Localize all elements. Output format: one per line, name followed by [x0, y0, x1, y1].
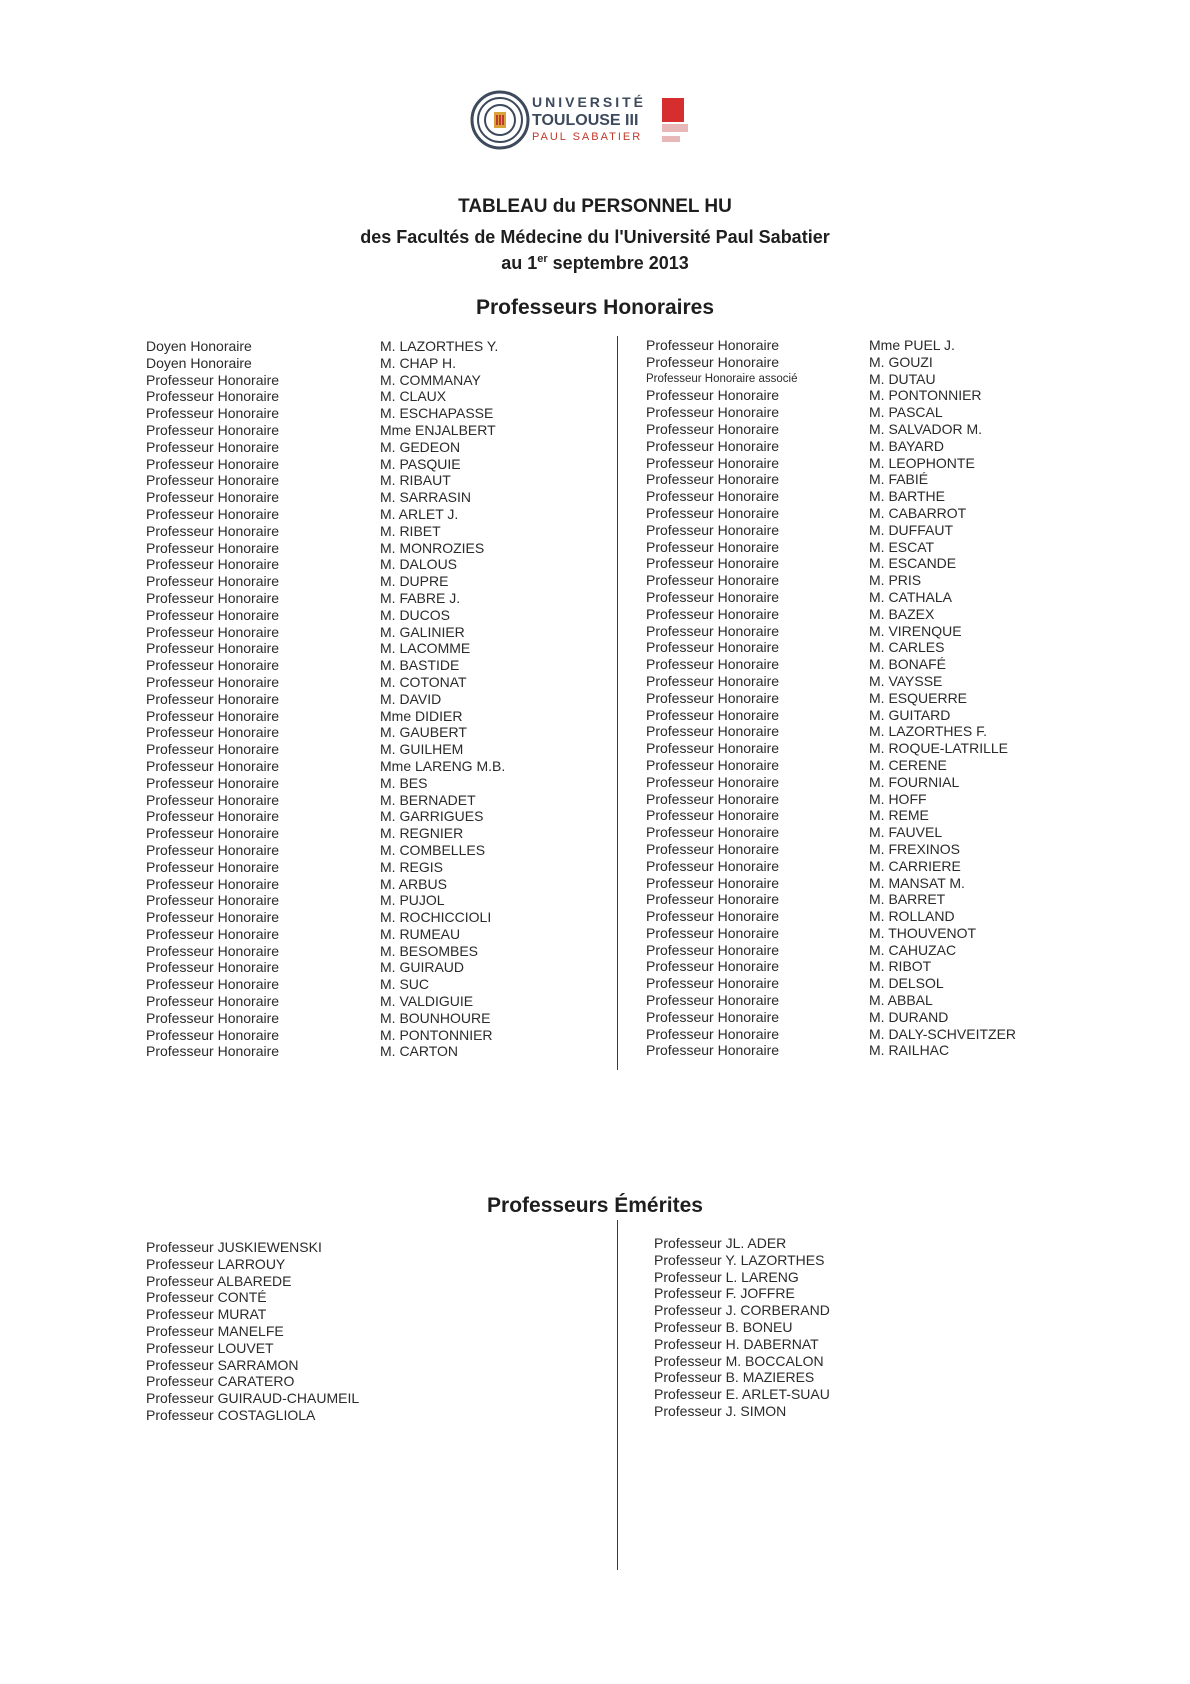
list-item: M. LAZORTHES F.: [869, 723, 987, 740]
list-item: M. SUC: [380, 976, 429, 993]
list-item: Mme PUEL J.: [869, 337, 955, 353]
list-item: Professeur Honoraire: [646, 723, 780, 740]
list-item: M. ROLLAND: [869, 908, 955, 925]
list-item: M. BAZEX: [869, 605, 935, 622]
list-item: M. ESCAT: [869, 538, 935, 555]
list-item: M. ROCHICCIOLI: [380, 909, 492, 926]
list-item: M. FABIÉ: [869, 471, 929, 488]
list-item: Professeur Honoraire: [646, 756, 780, 773]
list-item: M. RUMEAU: [380, 925, 461, 942]
list-item: Professeur CARATERO: [146, 1373, 295, 1390]
list-item: M. ROQUE-LATRILLE: [869, 740, 1008, 757]
list-item: Professeur Honoraire: [646, 824, 780, 841]
list-item: M. CLAUX: [380, 388, 447, 405]
list-item: Professeur Honoraire: [646, 773, 780, 790]
list-item: Professeur Honoraire: [646, 353, 780, 370]
list-item: M. BES: [380, 774, 428, 791]
list-item: M. COMMANAY: [380, 371, 481, 388]
list-item: Professeur Honoraire: [646, 538, 780, 555]
list-item: Professeur Honoraire: [646, 874, 780, 891]
list-item: Professeur Honoraire: [646, 891, 780, 908]
list-item: M. BOUNHOURE: [380, 1009, 491, 1026]
list-item: Professeur Y. LAZORTHES: [654, 1251, 825, 1268]
list-item: Professeur H. DABERNAT: [654, 1335, 819, 1352]
list-item: M. DALOUS: [380, 556, 458, 573]
list-item: M. CARLES: [869, 639, 945, 656]
list-item: Professeur Honoraire: [646, 437, 780, 454]
list-item: Professeur Honoraire: [146, 1043, 280, 1060]
list-item: Professeur Honoraire: [646, 840, 780, 857]
list-item: M. DAVID: [380, 690, 442, 707]
logo-red-mark-icon: [662, 98, 684, 122]
logo-line-university: UNIVERSITÉ: [532, 94, 647, 110]
date-suffix: septembre 2013: [547, 253, 689, 273]
list-item: Professeur Honoraire: [146, 825, 280, 842]
list-item: M. RIBOT: [869, 958, 932, 975]
list-item: M. CABARROT: [869, 504, 967, 521]
list-item: Professeur Honoraire: [146, 993, 280, 1010]
document-title: TABLEAU du PERSONNEL HU: [458, 196, 732, 217]
list-item: Professeur LOUVET: [146, 1339, 274, 1356]
honoraires-left-names: [380, 338, 505, 1060]
list-item: Professeur Honoraire: [646, 656, 780, 673]
list-item: Professeur Honoraire: [646, 420, 780, 437]
list-item: Professeur Honoraire: [646, 992, 780, 1009]
list-item: Professeur Honoraire: [146, 589, 280, 606]
list-item: Professeur Honoraire: [146, 774, 280, 791]
list-item: Professeur E. ARLET-SUAU: [654, 1386, 830, 1403]
list-item: M. FABRE J.: [380, 589, 461, 606]
list-item: M. CARRIERE: [869, 857, 961, 874]
list-item: M. THOUVENOT: [869, 924, 977, 941]
list-item: Professeur Honoraire: [646, 488, 780, 505]
list-item: M. GEDEON: [380, 438, 461, 455]
list-item: Professeur Honoraire: [146, 640, 280, 657]
logo-mark-caption-icon: [662, 124, 688, 132]
list-item: M. REME: [869, 807, 929, 824]
list-item: Professeur Honoraire: [646, 908, 780, 925]
list-item: Professeur Honoraire: [646, 639, 780, 656]
list-item: M. PASCAL: [869, 404, 943, 421]
list-item: M. CATHALA: [869, 588, 952, 605]
list-item: Professeur Honoraire: [146, 858, 280, 875]
list-item: Professeur LARROUY: [146, 1255, 286, 1272]
list-item: Professeur JL. ADER: [654, 1235, 787, 1251]
list-item: Professeur Honoraire: [146, 556, 280, 573]
list-item: Professeur Honoraire: [146, 421, 280, 438]
list-item: Professeur Honoraire: [646, 454, 780, 471]
list-item: Professeur Honoraire: [646, 504, 780, 521]
list-item: Professeur B. MAZIERES: [654, 1369, 815, 1386]
list-item: Professeur Honoraire: [146, 909, 280, 926]
list-item: M. BESOMBES: [380, 942, 479, 959]
list-item: Professeur JUSKIEWENSKI: [146, 1239, 322, 1255]
list-item: Professeur Honoraire: [146, 808, 280, 825]
list-item: Professeur Honoraire: [646, 404, 780, 421]
list-item: M. RAILHAC: [869, 1042, 950, 1059]
list-item: Professeur Honoraire: [646, 1042, 780, 1059]
column-divider: [617, 336, 618, 1570]
list-item: Professeur L. LARENG: [654, 1268, 799, 1285]
list-item: Professeur Honoraire: [146, 741, 280, 758]
list-item: M. DUTAU: [869, 370, 936, 387]
list-item: Professeur Honoraire: [646, 975, 780, 992]
list-item: Doyen Honoraire: [146, 354, 252, 371]
list-item: M. SARRASIN: [380, 489, 472, 506]
list-item: Professeur Honoraire: [646, 807, 780, 824]
list-item: Professeur Honoraire: [646, 1008, 780, 1025]
list-item: Professeur Honoraire: [146, 875, 280, 892]
emerites-left-list: [146, 1239, 359, 1424]
list-item: Mme LARENG M.B.: [380, 757, 506, 774]
list-item: Professeur Honoraire: [646, 605, 780, 622]
list-item: M. DUCOS: [380, 606, 450, 623]
list-item: Professeur Honoraire: [146, 573, 280, 590]
list-item: Professeur Honoraire: [146, 976, 280, 993]
list-item: M. VAYSSE: [869, 672, 943, 689]
list-item: Professeur J. SIMON: [654, 1402, 787, 1419]
list-item: Mme ENJALBERT: [380, 421, 496, 438]
logo-line-sabatier: PAUL SABATIER: [532, 131, 643, 143]
logo-mark-caption-icon-2: [662, 136, 680, 142]
honoraires-left-roles: [146, 338, 279, 1060]
list-item: Professeur ALBAREDE: [146, 1272, 292, 1289]
list-item: Professeur Honoraire: [146, 942, 280, 959]
list-item: M. GUITARD: [869, 706, 951, 723]
list-item: Professeur Honoraire: [646, 958, 780, 975]
document-subtitle: des Facultés de Médecine du l'Université Paul Sabatier: [360, 227, 830, 247]
date-superscript: er: [537, 253, 548, 265]
list-item: Professeur Honoraire: [646, 337, 780, 353]
list-item: Professeur Honoraire: [146, 657, 280, 674]
list-item: M. FAUVEL: [869, 824, 943, 841]
list-item: Professeur Honoraire: [646, 622, 780, 639]
list-item: Professeur Honoraire: [646, 1025, 780, 1042]
list-item: Professeur Honoraire: [646, 790, 780, 807]
list-item: Professeur Honoraire: [646, 740, 780, 757]
university-logo: [470, 90, 690, 162]
emerites-right-list: [654, 1235, 830, 1420]
honoraires-right-roles: [646, 337, 798, 1059]
list-item: Professeur Honoraire: [146, 841, 280, 858]
list-item: M. ESCHAPASSE: [380, 405, 494, 422]
list-item: Professeur Honoraire: [146, 455, 280, 472]
list-item: Professeur Honoraire: [646, 387, 780, 404]
list-item: Mme DIDIER: [380, 707, 463, 724]
list-item: Professeur MANELFE: [146, 1322, 284, 1339]
list-item: Professeur Honoraire: [146, 690, 280, 707]
list-item: M. CARTON: [380, 1043, 459, 1060]
list-item: M. DALY-SCHVEITZER: [869, 1025, 1017, 1042]
list-item: Professeur Honoraire: [646, 924, 780, 941]
list-item: M. MONROZIES: [380, 539, 485, 556]
list-item: M. COMBELLES: [380, 841, 486, 858]
list-item: Professeur J. CORBERAND: [654, 1302, 830, 1319]
list-item: Professeur GUIRAUD-CHAUMEIL: [146, 1390, 360, 1407]
list-item: M. RIBET: [380, 522, 441, 539]
list-item: M. CAHUZAC: [869, 941, 957, 958]
list-item: Professeur Honoraire: [646, 941, 780, 958]
list-item: M. DELSOL: [869, 975, 944, 992]
list-item: Professeur Honoraire: [146, 623, 280, 640]
list-item: M. VALDIGUIE: [380, 993, 474, 1010]
list-item: M. REGNIER: [380, 825, 464, 842]
list-item: M. BASTIDE: [380, 657, 460, 674]
list-item: Professeur Honoraire: [146, 371, 280, 388]
list-item: M. LAZORTHES Y.: [380, 338, 499, 354]
list-item: M. FOURNIAL: [869, 773, 960, 790]
list-item: M. CHAP H.: [380, 354, 456, 371]
list-item: M. HOFF: [869, 790, 927, 807]
date-prefix: au 1: [501, 253, 538, 273]
list-item: M. DURAND: [869, 1008, 949, 1025]
section-heading-honoraires: Professeurs Honoraires: [475, 296, 715, 319]
list-item: Professeur Honoraire: [146, 606, 280, 623]
list-item: Professeur Honoraire associé: [646, 372, 798, 385]
list-item: Professeur Honoraire: [146, 791, 280, 808]
list-item: M. ARLET J.: [380, 505, 459, 522]
list-item: M. GUIRAUD: [380, 959, 464, 976]
section-heading-emerites: Professeurs Émérites: [487, 1194, 703, 1217]
university-seal-icon: [470, 90, 530, 150]
list-item: M. PONTONNIER: [380, 1026, 493, 1043]
list-item: M. LEOPHONTE: [869, 454, 975, 471]
list-item: Professeur Honoraire: [646, 672, 780, 689]
list-item: Professeur Honoraire: [146, 1026, 280, 1043]
list-item: M. BERNADET: [380, 791, 476, 808]
list-item: Professeur Honoraire: [146, 959, 280, 976]
list-item: Professeur F. JOFFRE: [654, 1285, 795, 1302]
list-item: Professeur Honoraire: [146, 724, 280, 741]
list-item: M. DUPRE: [380, 573, 449, 590]
list-item: Professeur MURAT: [146, 1306, 267, 1323]
list-item: Professeur Honoraire: [146, 925, 280, 942]
list-item: Professeur Honoraire: [146, 388, 280, 405]
logo-line-toulouse: TOULOUSE III: [532, 112, 639, 129]
list-item: M. REGIS: [380, 858, 444, 875]
list-item: M. BAYARD: [869, 437, 944, 454]
list-item: Professeur B. BONEU: [654, 1318, 793, 1335]
list-item: M. VIRENQUE: [869, 622, 962, 639]
list-item: Professeur M. BOCCALON: [654, 1352, 824, 1369]
list-item: M. ESQUERRE: [869, 689, 968, 706]
list-item: Professeur Honoraire: [646, 588, 780, 605]
list-item: M. GOUZI: [869, 353, 933, 370]
list-item: M. GUILHEM: [380, 741, 464, 758]
list-item: Professeur Honoraire: [146, 522, 280, 539]
list-item: Professeur Honoraire: [646, 689, 780, 706]
list-item: Professeur Honoraire: [146, 757, 280, 774]
list-item: Professeur Honoraire: [646, 706, 780, 723]
list-item: M. PASQUIE: [380, 455, 461, 472]
list-item: Professeur Honoraire: [146, 673, 280, 690]
list-item: M. SALVADOR M.: [869, 420, 983, 437]
list-item: M. MANSAT M.: [869, 874, 965, 891]
list-item: Doyen Honoraire: [146, 338, 252, 354]
list-item: M. COTONAT: [380, 673, 467, 690]
list-item: Professeur Honoraire: [146, 472, 280, 489]
list-item: M. PRIS: [869, 572, 922, 589]
list-item: Professeur Honoraire: [646, 857, 780, 874]
list-item: Professeur Honoraire: [146, 707, 280, 724]
list-item: Professeur Honoraire: [146, 438, 280, 455]
list-item: Professeur Honoraire: [146, 505, 280, 522]
list-item: M. ARBUS: [380, 875, 447, 892]
list-item: Professeur Honoraire: [646, 521, 780, 538]
list-item: M. RIBAUT: [380, 472, 451, 489]
list-item: Professeur Honoraire: [646, 555, 780, 572]
list-item: M. BARRET: [869, 891, 946, 908]
list-item: Professeur Honoraire: [146, 1009, 280, 1026]
list-item: Professeur Honoraire: [646, 572, 780, 589]
list-item: Professeur Honoraire: [146, 539, 280, 556]
list-item: Professeur SARRAMON: [146, 1356, 299, 1373]
list-item: M. BONAFÉ: [869, 656, 947, 673]
list-item: Professeur Honoraire: [146, 489, 280, 506]
list-item: M. PUJOL: [380, 892, 445, 909]
document-date: [0, 253, 1190, 274]
list-item: M. LACOMME: [380, 640, 471, 657]
list-item: Professeur Honoraire: [146, 892, 280, 909]
list-item: M. GALINIER: [380, 623, 465, 640]
list-item: M. GAUBERT: [380, 724, 467, 741]
list-item: M. FREXINOS: [869, 840, 961, 857]
honoraires-right-names: [869, 337, 1016, 1059]
list-item: Professeur COSTAGLIOLA: [146, 1406, 316, 1423]
list-item: M. GARRIGUES: [380, 808, 484, 825]
list-item: M. ESCANDE: [869, 555, 957, 572]
list-item: M. CERENE: [869, 756, 947, 773]
list-item: Professeur Honoraire: [646, 471, 780, 488]
list-item: Professeur CONTÉ: [146, 1289, 267, 1306]
list-item: M. DUFFAUT: [869, 521, 953, 538]
list-item: M. ABBAL: [869, 992, 933, 1009]
list-item: M. PONTONNIER: [869, 387, 982, 404]
list-item: Professeur Honoraire: [146, 405, 280, 422]
list-item: M. BARTHE: [869, 488, 945, 505]
